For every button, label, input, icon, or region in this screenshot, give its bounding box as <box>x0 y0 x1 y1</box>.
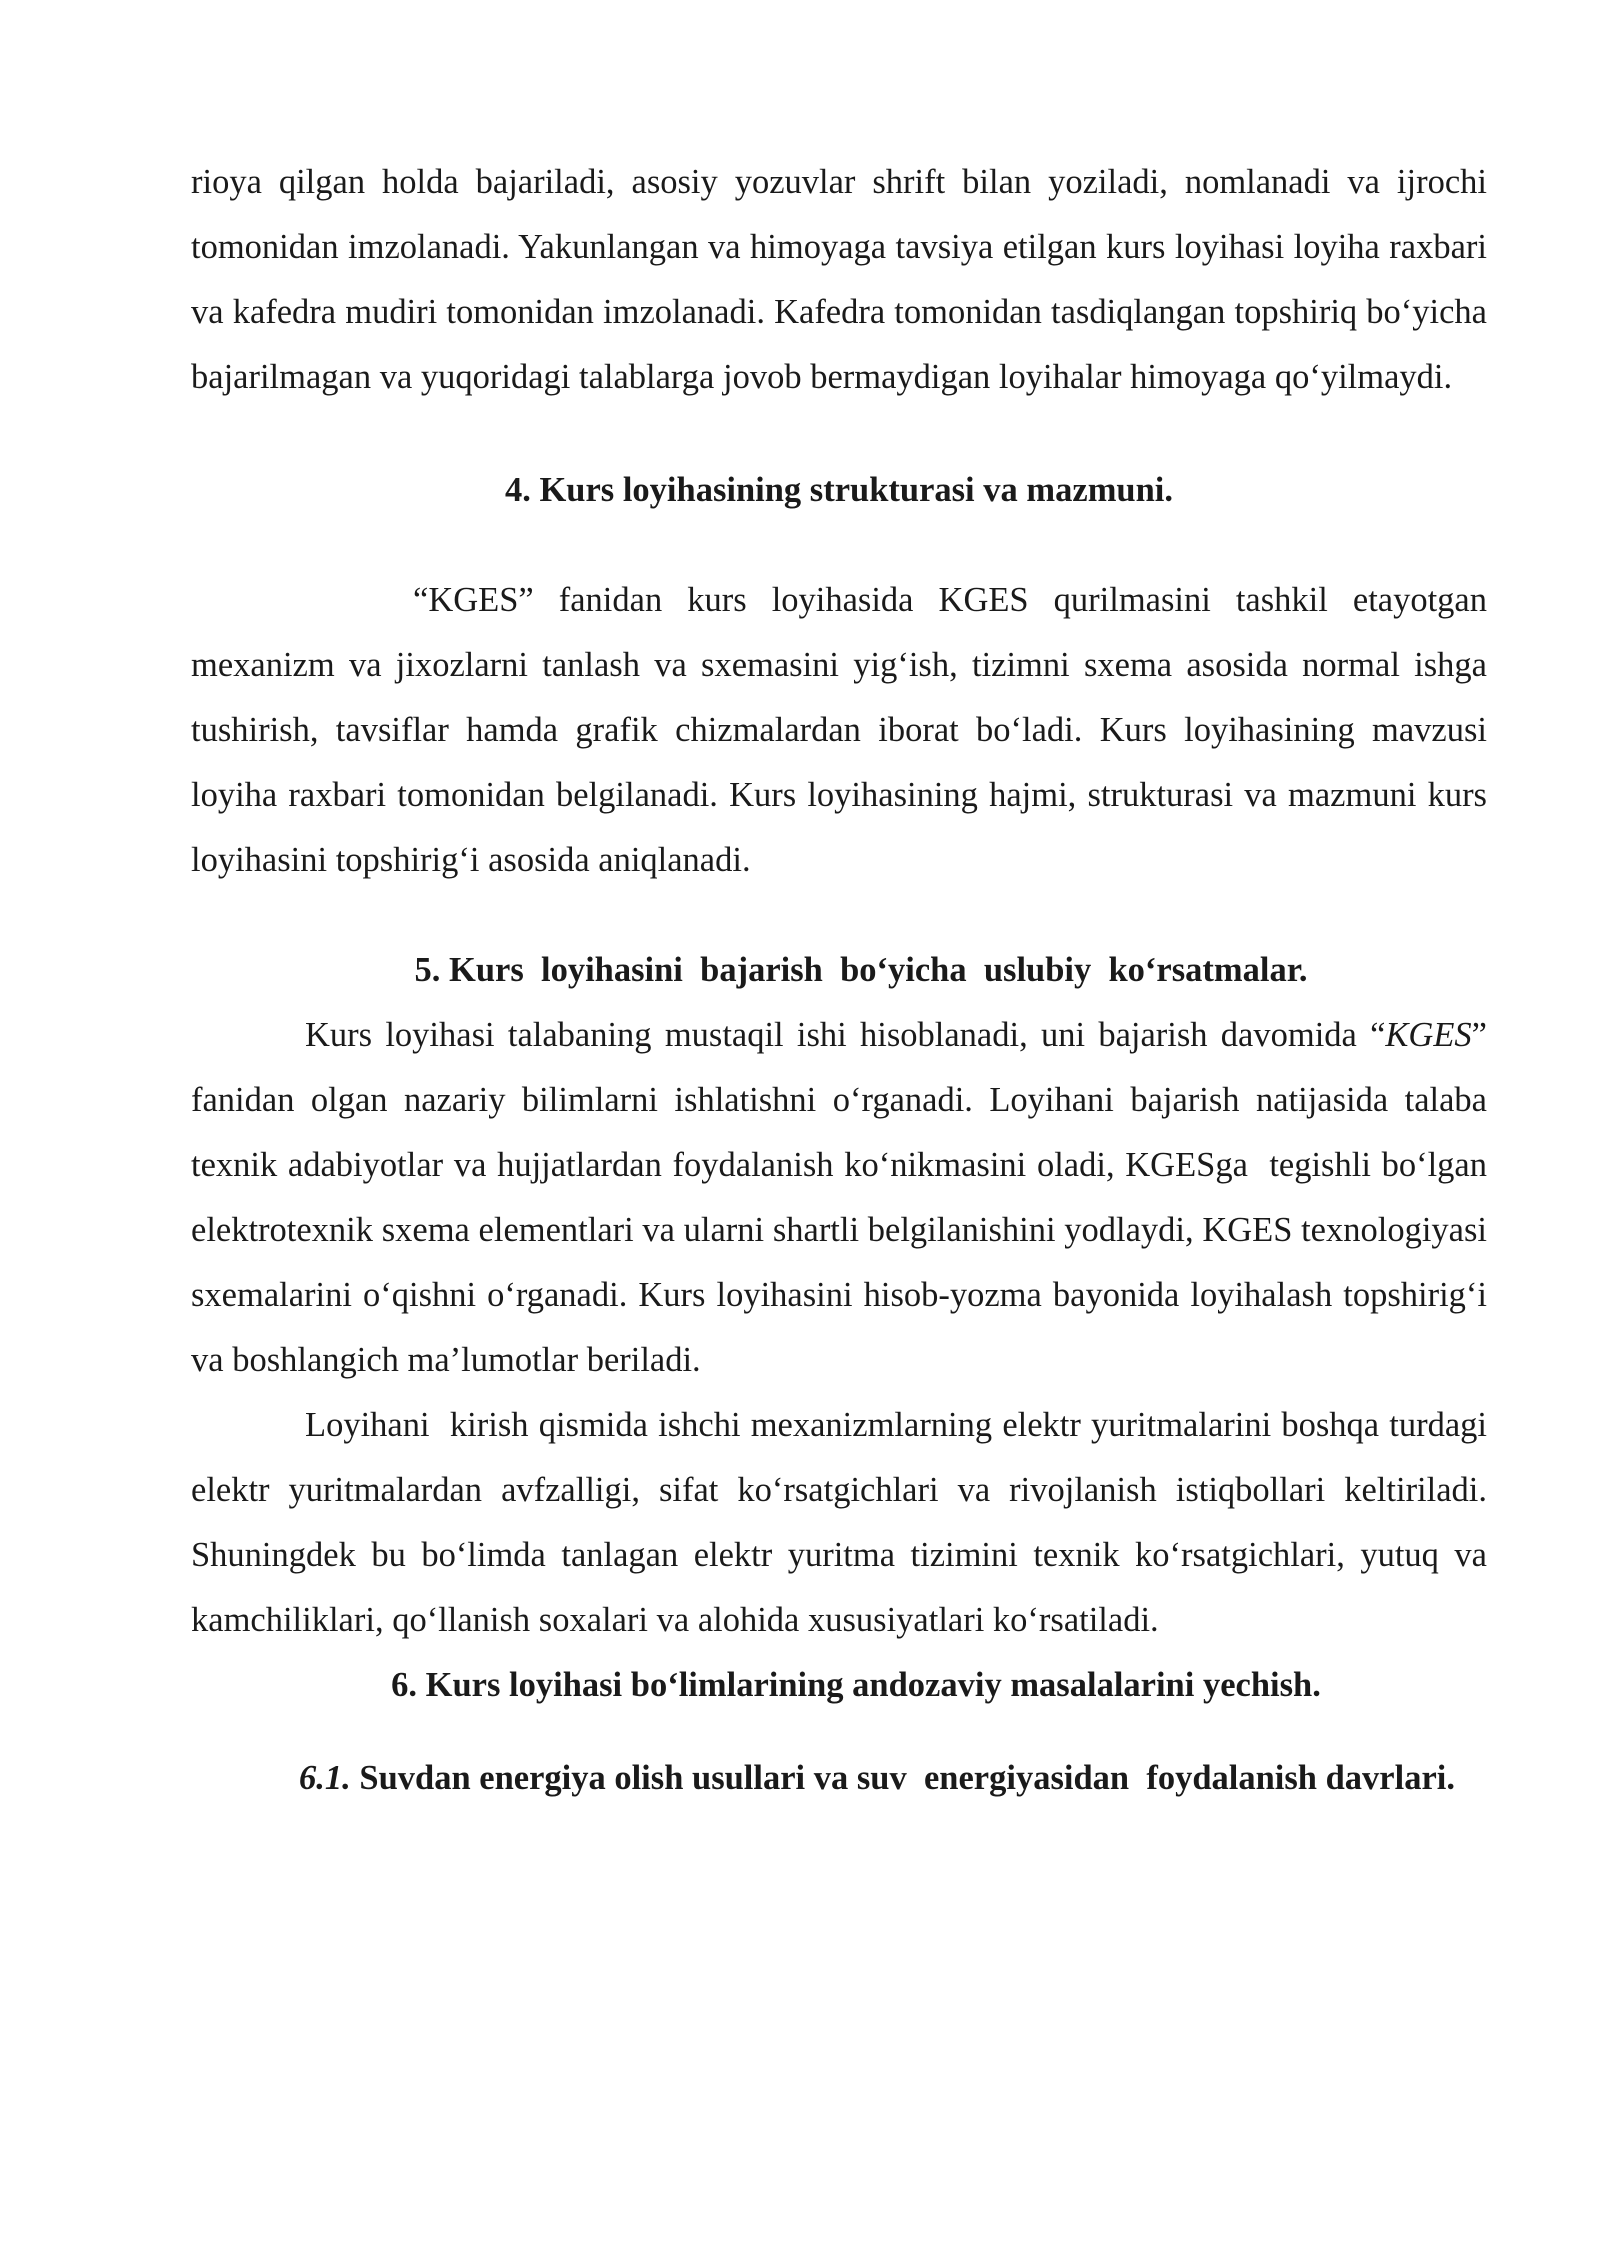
section-6-1-number: 6.1. <box>299 1759 351 1797</box>
section-5-paragraph-1 <box>191 1003 1496 1393</box>
section-5-heading: 5. Kurs loyihasini bajarish bo‘yicha uslubiy ko‘rsatmalar. <box>414 951 1308 989</box>
intro-paragraph: rioya qilgan holda bajariladi, asosiy yozuvlar shrift bilan yoziladi, nomlanadi va ijrochi tomonidan imzolanadi. Yakunlangan va himoyaga tavsiya etilgan kurs loyihasi loyiha raxbari va kafedra mudiri tomonidan imzolanadi. Kafedra tomonidan tasdiqlangan topshiriq bo‘yicha bajarilmagan va yuqoridagi talablarga jovob bermaydigan loyihalar himoyaga qo‘yilmaydi. <box>191 163 1487 396</box>
section-6-1-heading <box>191 1746 1487 1811</box>
section-5-paragraph-1-start: Kurs loyihasi talabaning mustaqil ishi hisoblanadi, uni bajarish davomida “ <box>305 1016 1386 1054</box>
section-6-heading: 6. Kurs loyihasi bo‘limlarining andozaviy masalalarini yechish. <box>391 1666 1321 1704</box>
section-4-heading: 4. Kurs loyihasining strukturasi va mazmuni. <box>504 471 1174 509</box>
section-5-paragraph-1-italic: KGES <box>1385 1016 1472 1054</box>
section-5-paragraph-2: Loyihani kirish qismida ishchi mexanizmlarning elektr yuritmalarini boshqa turdagi elektr yuritmalardan avfzalligi, sifat ko‘rsatgichlari va rivojlanish istiqbollari keltiriladi. Shuningdek bu bo‘limda tanlagan elektr yuritma tizimini texnik ko‘rsatgichlari, yutuq va kamchiliklari, qo‘llanish soxalari va alohida xususiyatlari ko‘rsatiladi. <box>191 1406 1505 1639</box>
document-page <box>191 150 1505 1811</box>
section-4-paragraph: “KGES” fanidan kurs loyihasida KGES qurilmasini tashkil etayotgan mexanizm va jixozlarni tanlash va sxemasini yig‘ish, tizimni sxema asosida normal ishga tushirish, tavsiflar hamda grafik chizmalardan iborat bo‘ladi. Kurs loyihasining mavzusi loyiha raxbari tomonidan belgilanadi. Kurs loyihasining hajmi, strukturasi va mazmuni kurs loyihasini topshirig‘i asosida aniqlanadi. <box>191 581 1487 879</box>
section-5-paragraph-1-end: ” fanidan olgan nazariy bilimlarni ishlatishni o‘rganadi. Loyihani bajarish natijasida talaba texnik adabiyotlar va hujjatlardan foydalanish ko‘nikmasini oladi, KGESga tegishli bo‘lgan elektrotexnik sxema elementlari va ularni shartli belgilanishini yodlaydi, KGES texnologiyasi sxemalarini o‘qishni o‘rganadi. Kurs loyihasini hisob-yozma bayonida loyihalash topshirig‘i va boshlangich ma’lumotlar beriladi. <box>191 1016 1496 1379</box>
section-6-1-title: Suvdan energiya olish usullari va suv energiyasidan foydalanish davrlari. <box>350 1759 1455 1797</box>
